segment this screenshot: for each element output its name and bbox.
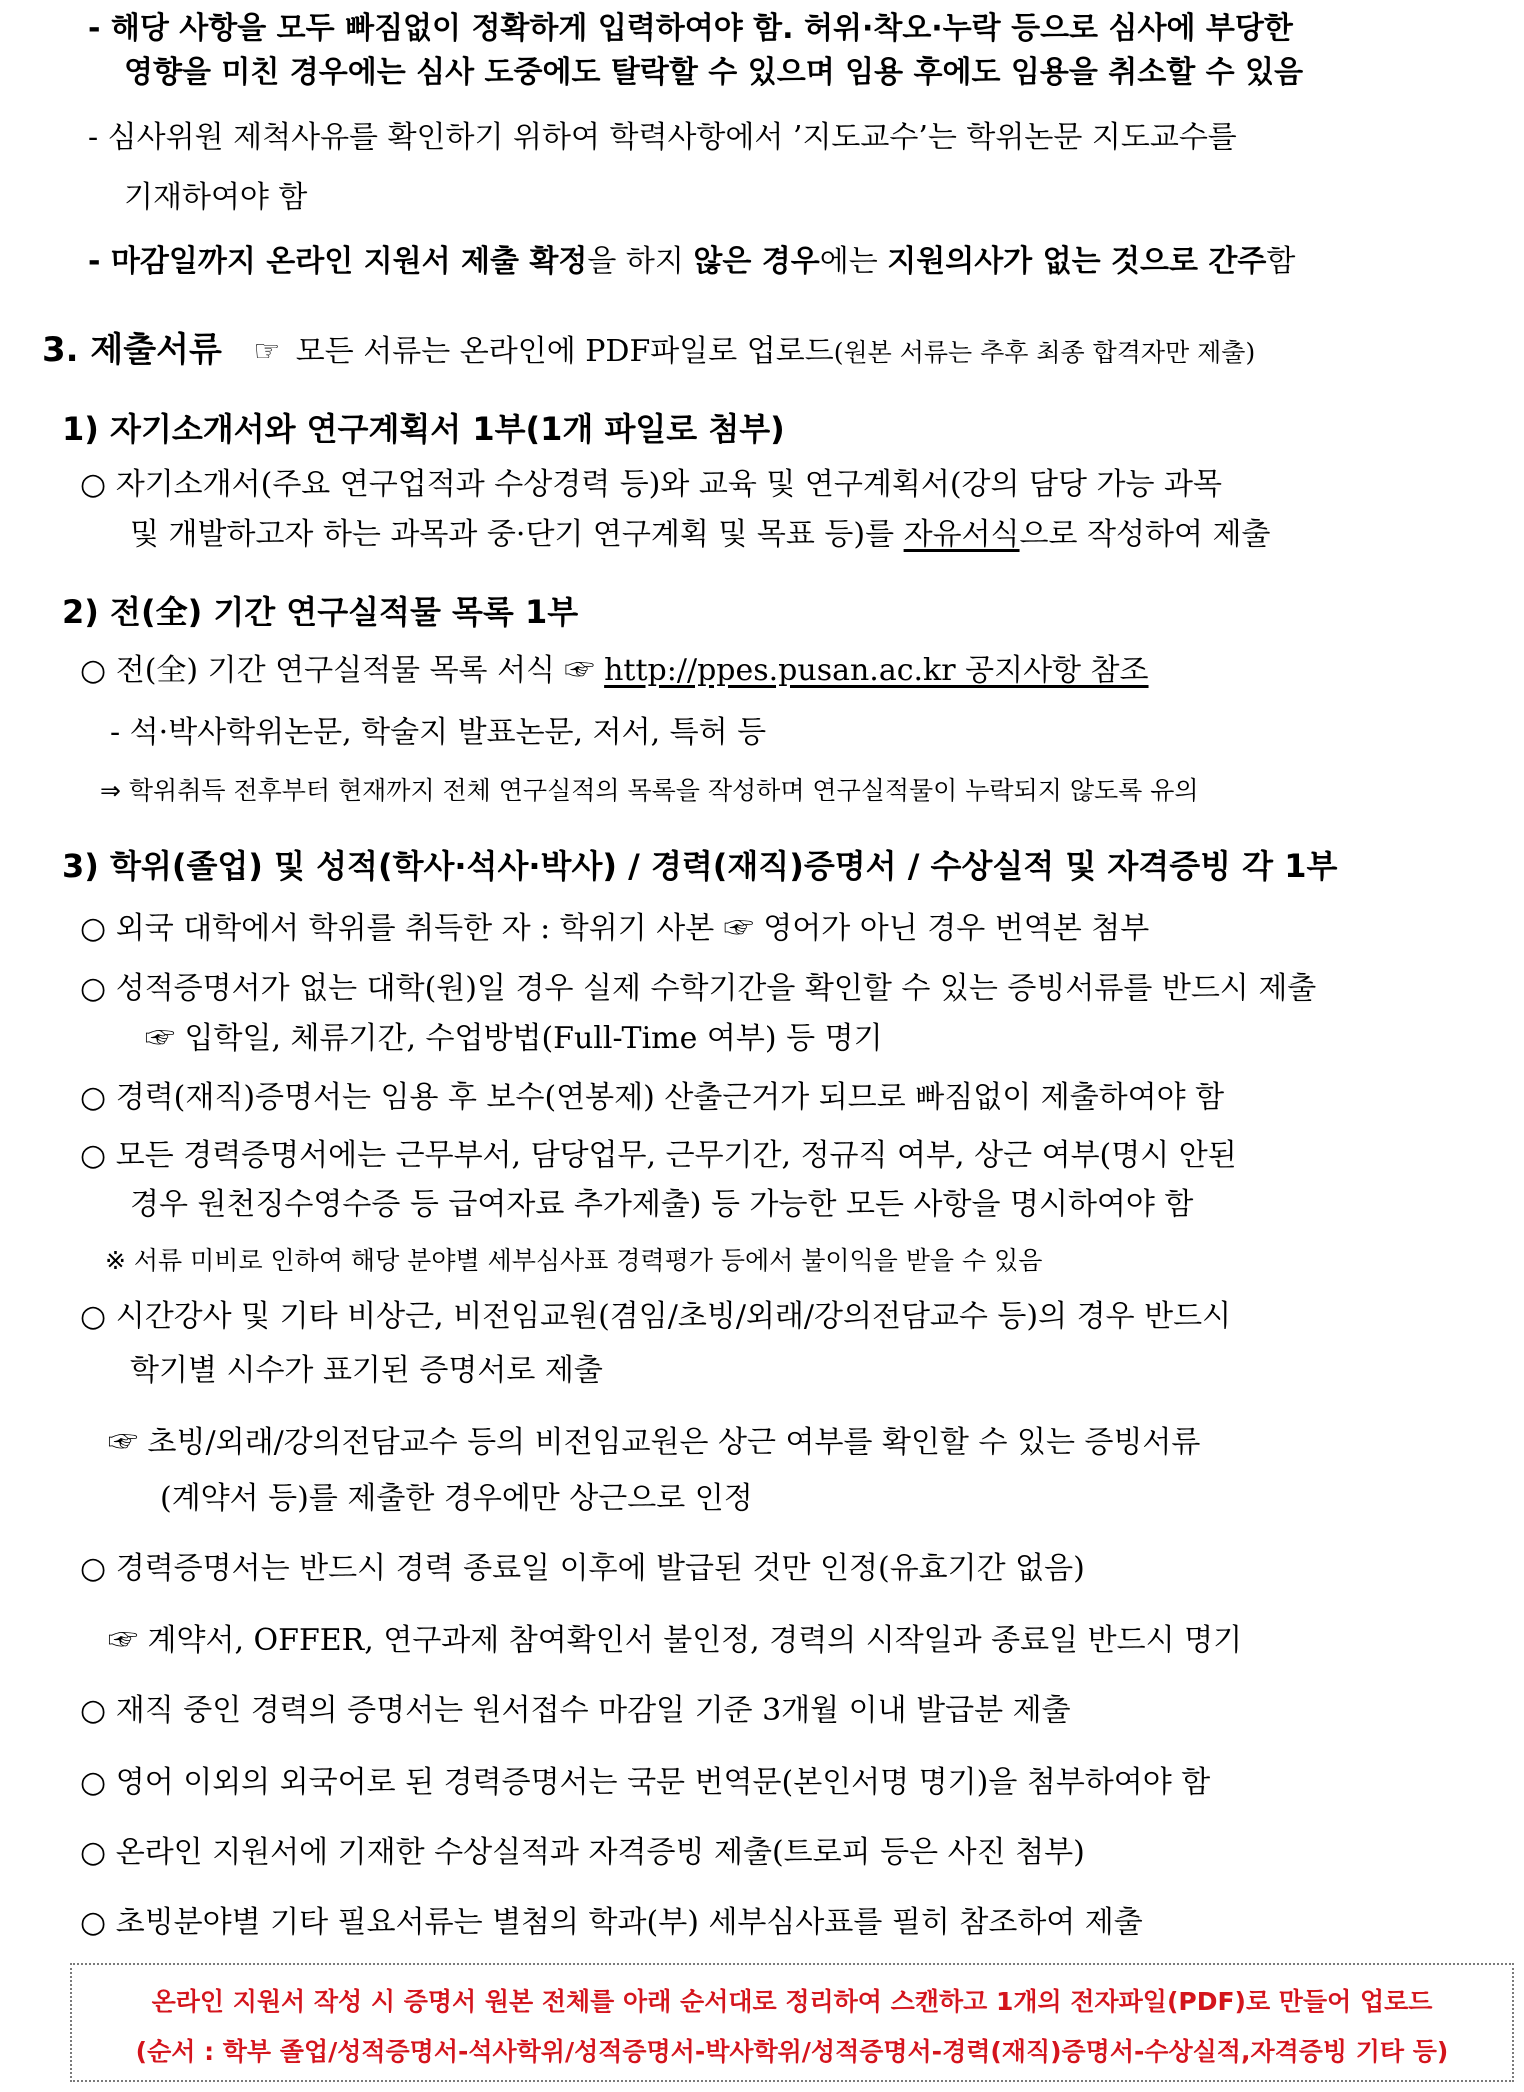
subsection-3-item-5-line-2: 학기별 시수가 표기된 증명서로 제출 [130,1353,603,1388]
intro-bullet-3 [88,244,1296,279]
subsection-3-item-9: ○ 온라인 지원서에 기재한 수상실적과 자격증빙 제출(트로피 등은 사진 첨부) [80,1835,1085,1870]
upload-notice-line-2: (순서 : 학부 졸업/성적증명서-석사학위/성적증명서-박사학위/성적증명서-경력(재직)증명서-수상실적,자격증빙 기타 등) [135,2037,1449,2066]
subsection-2-title: 2) 전(全) 기간 연구실적물 목록 1부 [62,593,579,631]
subsection-3-item-4-line-1: ○ 모든 경력증명서에는 근무부서, 담당업무, 근무기간, 정규직 여부, 상근 여부(명시 안된 [80,1138,1237,1173]
subsection-1-item-line-2-a: 및 개발하고자 하는 과목과 중·단기 연구계획 및 목표 등)를 [130,517,904,552]
subsection-3-item-6-sub: ☞ 계약서, OFFER, 연구과제 참여확인서 불인정, 경력의 시작일과 종료일 반드시 명기 [108,1623,1243,1658]
intro-bullet-3-part-2: 을 하지 [587,244,694,279]
section-3-title: 3. 제출서류 [42,330,222,370]
subsection-3-item-8: ○ 영어 이외의 외국어로 된 경력증명서는 국문 번역문(본인서명 명기)을 첨부하여야 함 [80,1765,1211,1800]
intro-bullet-3-part-4: 에는 [819,244,888,279]
subsection-2-dash-item: - 석·박사학위논문, 학술지 발표논문, 저서, 특허 등 [110,715,767,750]
subsection-1-item-line-1: ○ 자기소개서(주요 연구업적과 수상경력 등)와 교육 및 연구계획서(강의 담당 가능 과목 [80,467,1222,502]
subsection-2-item [80,653,1149,688]
intro-bullet-3-part-6: 함 [1266,244,1296,279]
subsection-3-item-5-sub-line-1: ☞ 초빙/외래/강의전담교수 등의 비전임교원은 상근 여부를 확인할 수 있는 증빙서류 [108,1425,1201,1460]
subsection-3-item-2-line-2: ☞ 입학일, 체류기간, 수업방법(Full-Time 여부) 등 명기 [145,1021,883,1056]
section-3-note-small: (원본 서류는 추후 최종 합격자만 제출) [833,338,1256,367]
subsection-3-item-1: ○ 외국 대학에서 학위를 취득한 자 : 학위기 사본 ☞ 영어가 아닌 경우 번역본 첨부 [80,911,1150,946]
subsection-3-item-5-line-1: ○ 시간강사 및 기타 비상근, 비전임교원(겸임/초빙/외래/강의전담교수 등)의 경우 반드시 [80,1299,1232,1334]
intro-bullet-3-part-5: 지원의사가 없는 것으로 간주 [887,244,1267,279]
section-3-heading [42,330,1256,370]
subsection-1-title: 1) 자기소개서와 연구계획서 1부(1개 파일로 첨부) [62,410,785,448]
subsection-3-item-6: ○ 경력증명서는 반드시 경력 종료일 이후에 발급된 것만 인정(유효기간 없음) [80,1551,1085,1586]
intro-bullet-1-line-2: 영향을 미친 경우에는 심사 도중에도 탈락할 수 있으며 임용 후에도 임용을 취소할 수 있음 [124,55,1304,90]
subsection-3-item-4-line-2: 경우 원천징수영수증 등 급여자료 추가제출) 등 가능한 모든 사항을 명시하여야 함 [130,1187,1194,1222]
intro-bullet-3-part-3: 않은 경우 [693,244,820,279]
intro-bullet-3-part-1: - 마감일까지 온라인 지원서 제출 확정 [88,244,588,279]
upload-notice-line-1: 온라인 지원서 작성 시 증명서 원본 전체를 아래 순서대로 정리하여 스캔하고 1개의 전자파일(PDF)로 만들어 업로드 [151,1987,1433,2016]
intro-bullet-2-line-2: 기재하여야 함 [124,180,308,215]
free-format-emphasis: 자유서식 [903,517,1020,552]
subsection-1-item-line-2-c: 으로 작성하여 제출 [1019,517,1271,552]
subsection-2-item-a: ○ 전(全) 기간 연구실적물 목록 서식 ☞ [80,653,605,688]
subsection-3-item-4-note: ※ 서류 미비로 인하여 해당 분야별 세부심사표 경력평가 등에서 불이익을 받을 수 있음 [105,1246,1043,1275]
section-3-note: 모든 서류는 온라인에 PDF파일로 업로드 [295,334,834,369]
form-link[interactable]: http://ppes.pusan.ac.kr 공지사항 참조 [604,653,1149,688]
subsection-2-arrow-note: ⇒ 학위취득 전후부터 현재까지 전체 연구실적의 목록을 작성하며 연구실적물이 누락되지 않도록 유의 [100,776,1199,805]
intro-bullet-1-line-1: - 해당 사항을 모두 빠짐없이 정확하게 입력하여야 함. 허위·착오·누락 등으로 심사에 부당한 [88,11,1293,46]
subsection-3-item-5-sub-line-2: (계약서 등)를 제출한 경우에만 상근으로 인정 [160,1481,753,1516]
subsection-3-item-10: ○ 초빙분야별 기타 필요서류는 별첨의 학과(부) 세부심사표를 필히 참조하여 제출 [80,1905,1143,1940]
subsection-3-title: 3) 학위(졸업) 및 성적(학사·석사·박사) / 경력(재직)증명서 / 수상실적 및 자격증빙 각 1부 [62,847,1338,885]
subsection-3-item-7: ○ 재직 중인 경력의 증명서는 원서접수 마감일 기준 3개월 이내 발급분 제출 [80,1693,1071,1728]
pointing-hand-icon: ☞ [253,334,281,369]
subsection-3-item-2-line-1: ○ 성적증명서가 없는 대학(원)일 경우 실제 수학기간을 확인할 수 있는 증빙서류를 반드시 제출 [80,971,1317,1006]
subsection-1-item-line-2 [130,517,1271,552]
intro-bullet-2-line-1: - 심사위원 제척사유를 확인하기 위하여 학력사항에서 ’지도교수’는 학위논문 지도교수를 [88,120,1237,155]
subsection-3-item-3: ○ 경력(재직)증명서는 임용 후 보수(연봉제) 산출근거가 되므로 빠짐없이 제출하여야 함 [80,1080,1225,1115]
upload-notice-box [70,1963,1514,2082]
